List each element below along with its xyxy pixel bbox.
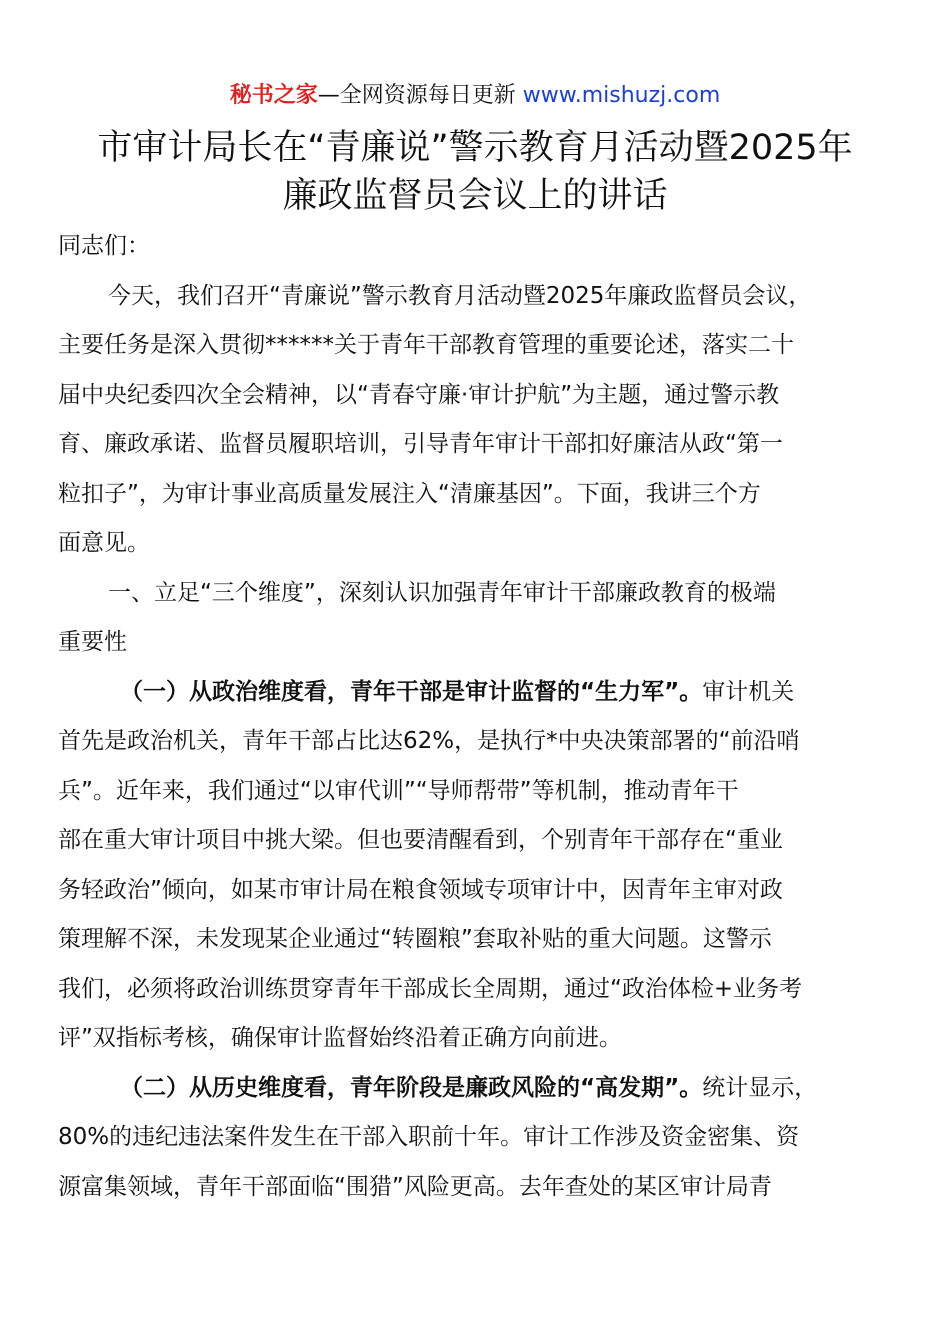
point-1-line-8: 评”双指标考核，确保审计监督始终沿着正确方向前进。 <box>58 1025 622 1051</box>
section-1-heading-line-2: 重要性 <box>58 629 127 655</box>
document-title-line-2: 廉政监督员会议上的讲话 <box>282 176 668 216</box>
point-2-line-2: 80%的违纪违法案件发生在干部入职前十年。审计工作涉及资金密集、资 <box>58 1124 800 1150</box>
point-1-line-3: 兵”。近年来，我们通过“以审代训”“导师帮带”等机制，推动青年干 <box>58 777 739 804</box>
point-1-first-line <box>58 668 892 718</box>
point-2-line-1-rest: 统计显示， <box>702 1074 818 1101</box>
point-2-heading: （二）从历史维度看，青年阶段是廉政风险的“高发期”。 <box>120 1074 703 1101</box>
point-1-line-7: 我们，必须将政治训练贯穿青年干部成长全周期，通过“政治体检+业务考 <box>58 975 803 1002</box>
point-1-line-5: 务轻政治”倾向，如某市审计局在粮食领域专项审计中，因青年主审对政 <box>58 876 783 903</box>
site-header <box>0 80 950 112</box>
section-1-heading-line-1: 一、立足“三个维度”，深刻认识加强青年审计干部廉政教育的极端 <box>108 579 776 606</box>
site-url-link[interactable]: www.mishuzj.com <box>522 83 721 108</box>
intro-line-4: 育、廉政承诺、监督员履职培训，引导青年审计干部扣好廉洁从政“第一 <box>58 431 783 457</box>
intro-line-6: 面意见。 <box>58 530 150 556</box>
document-title-line-1: 市审计局长在“青廉说”警示教育月活动暨2025年 <box>97 128 853 168</box>
header-tagline: —全网资源每日更新 <box>317 83 523 108</box>
point-1-line-4: 部在重大审计项目中挑大梁。但也要清醒看到，个别青年干部存在“重业 <box>58 827 783 853</box>
intro-line-1: 今天，我们召开“青廉说”警示教育月活动暨2025年廉政监督员会议， <box>108 282 812 309</box>
point-2-line-3: 源富集领域，青年干部面临“围猎”风险更高。去年查处的某区审计局青 <box>58 1173 772 1200</box>
intro-line-2: 主要任务是深入贯彻******关于青年干部教育管理的重要论述，落实二十 <box>58 332 794 358</box>
point-1-line-2: 首先是政治机关，青年干部占比达62%，是执行*中央决策部署的“前沿哨 <box>58 728 800 754</box>
intro-line-3: 届中央纪委四次全会精神，以“青春守廉·审计护航”为主题，通过警示教 <box>58 381 780 408</box>
brand-name: 秘书之家 <box>229 83 318 108</box>
salutation: 同志们： <box>58 233 150 259</box>
intro-line-5: 粒扣子”，为审计事业高质量发展注入“清廉基因”。下面，我讲三个方 <box>58 480 761 507</box>
point-1-line-1-rest: 审计机关 <box>702 678 795 705</box>
point-1-line-6: 策理解不深，未发现某企业通过“转圈粮”套取补贴的重大问题。这警示 <box>58 926 772 952</box>
document-body <box>58 222 892 1212</box>
point-1-heading: （一）从政治维度看，青年干部是审计监督的“生力军”。 <box>120 678 703 705</box>
point-2-first-line <box>58 1064 892 1114</box>
